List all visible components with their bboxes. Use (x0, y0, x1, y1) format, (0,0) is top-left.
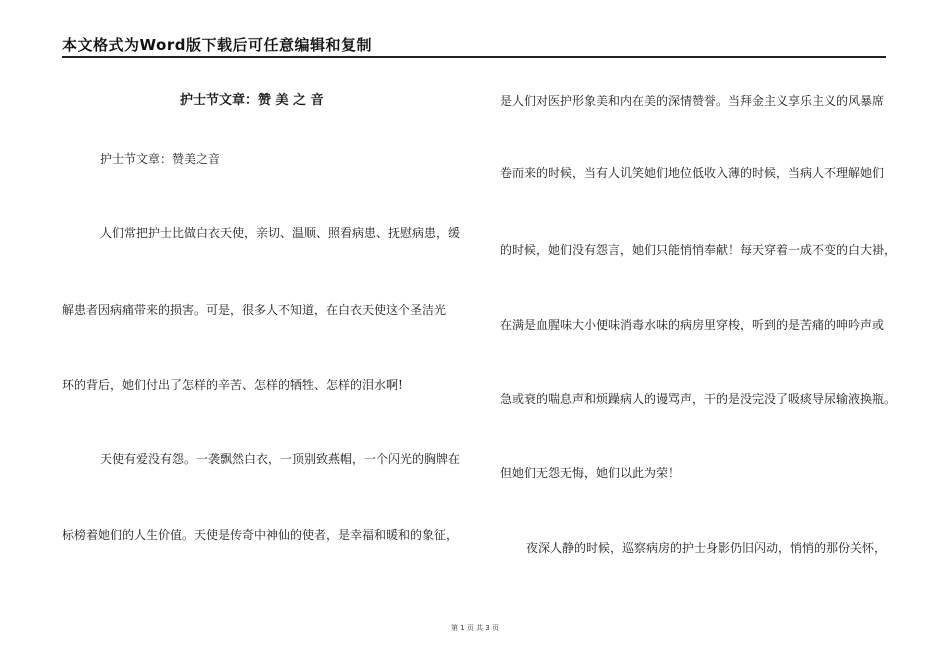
paragraph-line: 在满是血腥味大小便味消毒水味的病房里穿梭，听到的是苦痛的呻吟声或 (500, 318, 885, 332)
paragraph-line: 急或衰的喘息声和烦躁病人的谩骂声，干的是没完没了吸痰导尿输液换瓶。 (500, 392, 897, 406)
document-header-banner: 本文格式为Word版下载后可任意编辑和复制 (62, 36, 372, 54)
page-number: 第 1 页 共 3 页 (450, 624, 500, 632)
article-title: 护士节文章：赞 美 之 音 (180, 93, 324, 108)
header-divider (62, 56, 886, 58)
paragraph-line: 标榜着她们的人生价值。天使是传奇中神仙的使者，是幸福和暖和的象征， (62, 528, 459, 542)
paragraph-line: 人们常把护士比做白衣天使，亲切、温顺、照看病患、抚慰病患，缓 (100, 226, 461, 240)
paragraph-line: 的时候，她们没有怨言，她们只能悄悄奉献！每天穿着一成不变的白大褂， (500, 243, 897, 257)
paragraph-line: 卷而来的时候，当有人讥笑她们地位低收入薄的时候，当病人不理解她们 (500, 166, 885, 180)
paragraph-line: 是人们对医护形象美和内在美的深情赞誉。当拜金主义享乐主义的风暴席 (500, 94, 885, 108)
paragraph-line: 夜深人静的时候，巡察病房的护士身影仍旧闪动，悄悄的那份关怀， (526, 541, 887, 555)
paragraph-line: 护士节文章：赞美之音 (100, 152, 221, 166)
paragraph-line: 天使有爱没有怨。一袭飘然白衣，一顶别致燕帽，一个闪光的胸牌在 (100, 452, 461, 466)
paragraph-line: 解患者因病痛带来的损害。可是，很多人不知道，在白衣天使这个圣洁光 (62, 303, 447, 317)
paragraph-line: 但她们无怨无悔，她们以此为荣！ (500, 466, 681, 480)
paragraph-line: 环的背后，她们付出了怎样的辛苦、怎样的牺牲、怎样的泪水啊! (62, 378, 403, 392)
